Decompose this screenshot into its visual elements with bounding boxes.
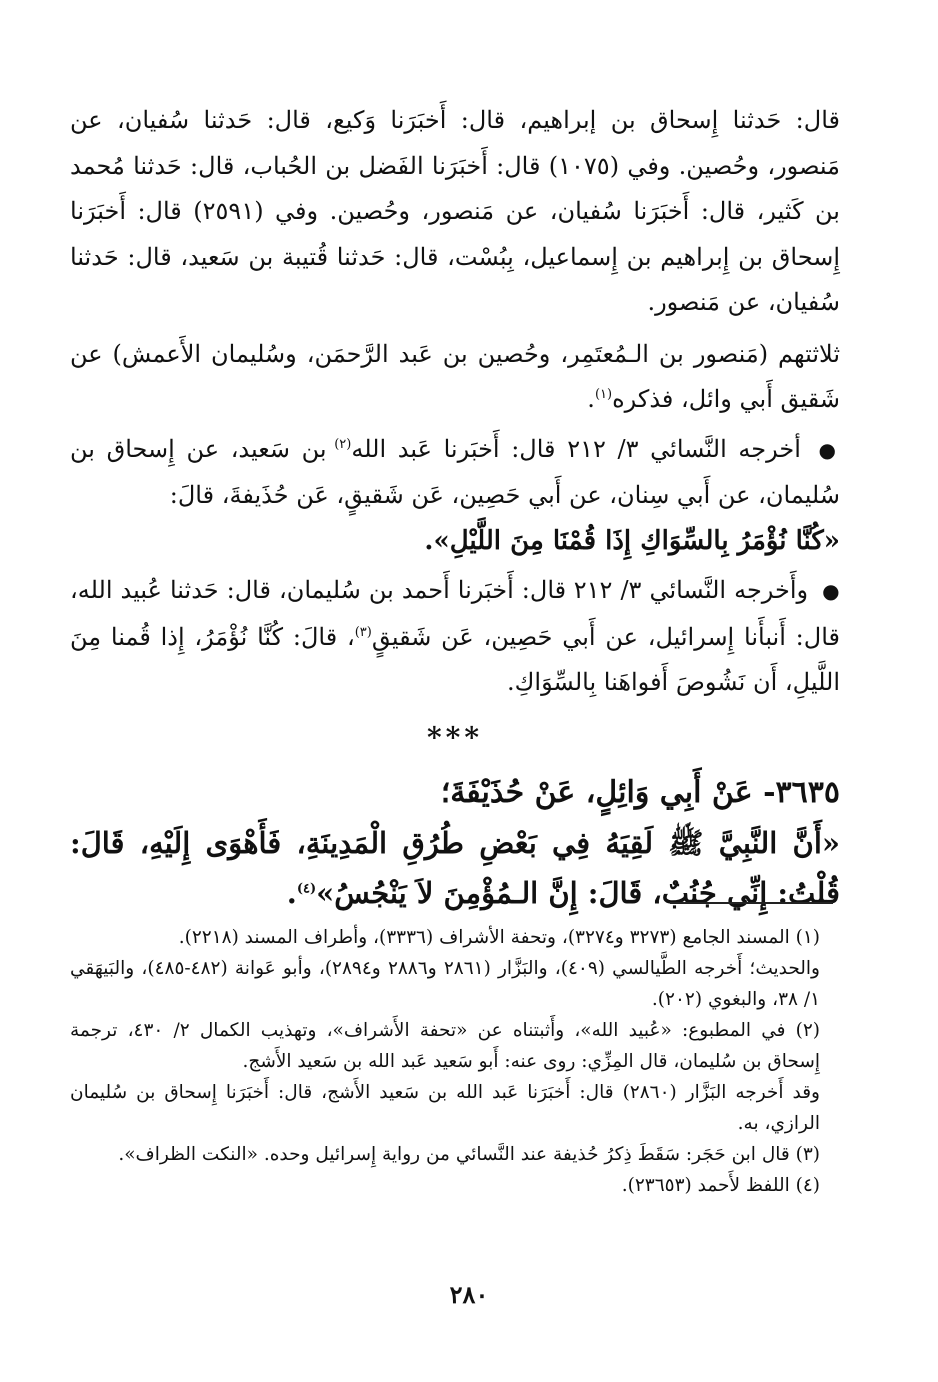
footnote-ref-3[interactable]: (٣) (354, 624, 372, 640)
bullet1-text-a: أخرجه النَّسائي ٣/ ٢١٢ قال: أَخبَرنا عَبد الله (351, 434, 801, 463)
bullet1-text-b: بن سَعيد، عن إِسحاق بن سُليمان، عن أَبي سِنان، عن أَبي حَصِين، عَن شَقيقٍ، عَن حُذَيفةَ، قالَ: (70, 434, 840, 509)
bullet-paragraph-2 (70, 568, 840, 706)
intro-line: قال: حَدثنا إِسحاق بن إبراهيم، قال: أَخبَرَنا وَكيع، قال: حَدثنا سُفيان، عن مَنصور، (70, 106, 840, 180)
footnote-1-cont: والحديث؛ أَخرجه الطَّيالسي (٤٠٩)، والبَزَّار (٢٨٦١ و٢٨٨٦ و٢٨٩٤)، وأبو عَوانة (٤٨٢-٤٨٥)، والبَيهَقي ١/ ٣٨، والبغوي (٢٠٢). (70, 958, 820, 1010)
footnote-ref-1[interactable]: (١) (594, 387, 613, 402)
footnote-divider (670, 902, 833, 904)
bullet-icon: ● (818, 437, 841, 462)
summary-paragraph: ثلاثتهم (مَنصور بن الـمُعتَمِر، وحُصين بن عَبد الرَّحمَن، وسُليمان الأَعمش) عن شَقيق أَبي وائل، فذكره$^{(١)}$. (70, 339, 840, 413)
summary-text: ثلاثتهم (مَنصور بن الـمُعتَمِر، وحُصين بن عَبد الرَّحمَن، وسُليمان الأَعمش) عن شَقيق أَبي وائل، فذكره (70, 339, 840, 413)
bullet2-text-a: وأَخرجه النَّسائي ٣/ ٢١٢ قال: أَخبَرنا أَحمد بن سُليمان، قال: حَدثنا عُبيد الله، قال: أَنبأَنا إِسرائيل، عن أَبي حَصِين، عَن شَقيقٍ (70, 576, 840, 651)
hadith-heading: ٣٦٣٥- عَنْ أَبِي وَائِلٍ، عَنْ حُذَيْفَةَ؛ (440, 774, 840, 810)
footnote-ref-2[interactable]: (٢) (334, 436, 352, 452)
page-number: ٢٨٠ (449, 1280, 489, 1309)
footnote-3: (٣) قال ابن حَجَر: سَقَطَ ذِكرُ حُذيفة عند النَّسائي من رواية إِسرائيل وحده. «النكت الظراف». (118, 1144, 820, 1165)
section-separator: *** (427, 720, 483, 754)
intro-line: وحُصين. وفي (١٠٧٥) قال: أَخبَرَنا الفَضل بن الحُباب، قال: حَدثنا مُحمد بن كَثير، قال: (70, 151, 840, 225)
footnote-1: (١) المسند الجامع (٣٢٧٣ و٣٢٧٤)، وتحفة الأشراف (٣٣٣٦)، وأطراف المسند (٢٢١٨). (178, 927, 820, 948)
footnotes (70, 922, 820, 1201)
footnote-2: (٢) في المطبوع: «عُبيد الله»، وأَثبتناه عن «تحفة الأَشراف»، وتهذيب الكمال ٢/ ٤٣٠، ترجمة إِسحاق بن سُليمان، قال المِزِّي: روى عنه: أَبو سَعيد عَبد الله بن سَعيد الأَشج. (70, 1020, 820, 1072)
intro-line: أَخبَرَنا سُفيان، عن مَنصور، وحُصين. وفي (٢٥٩١) قال: أَخبَرَنا إِسحاق بن إِبراهيم بن (70, 197, 840, 271)
bullet-paragraph-1 (70, 427, 840, 519)
bullet2-text-b: ، قالَ: كُنَّا نُؤْمَرُ، إِذا قُمنا مِنَ اللَّيلِ، أَن نَشُوصَ أَفواهَنا بِالسِّوَاكِ. (70, 622, 840, 696)
footnote-ref-4[interactable]: (٤) (296, 880, 317, 896)
hadith-end: . (286, 875, 297, 910)
intro-paragraph (70, 98, 840, 326)
bullet1-quote: «كُنَّا نُؤْمَرُ بِالسِّوَاكِ إِذَا قُمْنَا مِنَ اللَّيْلِ». (424, 525, 840, 556)
footnote-2-cont: وقد أَخرجه البَزَّار (٢٨٦٠) قال: أَخبَرَنا عَبد الله بن سَعيد الأَشج، قال: أَخبَرَنا إِسحاق بن سُليمان الرازي، به. (70, 1082, 820, 1134)
hadith-body: «أَنَّ النَّبِيَّ ﷺ لَقِيَهُ فِي بَعْضِ طُرُقِ الْمَدِينَةِ، فَأَهْوَى إِلَيْهِ، قَالَ: قُلْتُ: إِنِّي جُنُبٌ، قَالَ: إِنَّ الـمُؤْمِنَ لاَ يَنْجُسُ» (70, 825, 840, 910)
main-text (70, 98, 840, 918)
footnote-4: (٤) اللفظ لأَحمد (٢٣٦٥٣). (621, 1175, 820, 1196)
bullet-icon: ● (822, 579, 840, 603)
intro-line: إِسماعيل، بِبُسْت، قال: حَدثنا قُتيبة بن سَعيد، قال: حَدثنا سُفيان، عن مَنصور. (70, 242, 840, 316)
